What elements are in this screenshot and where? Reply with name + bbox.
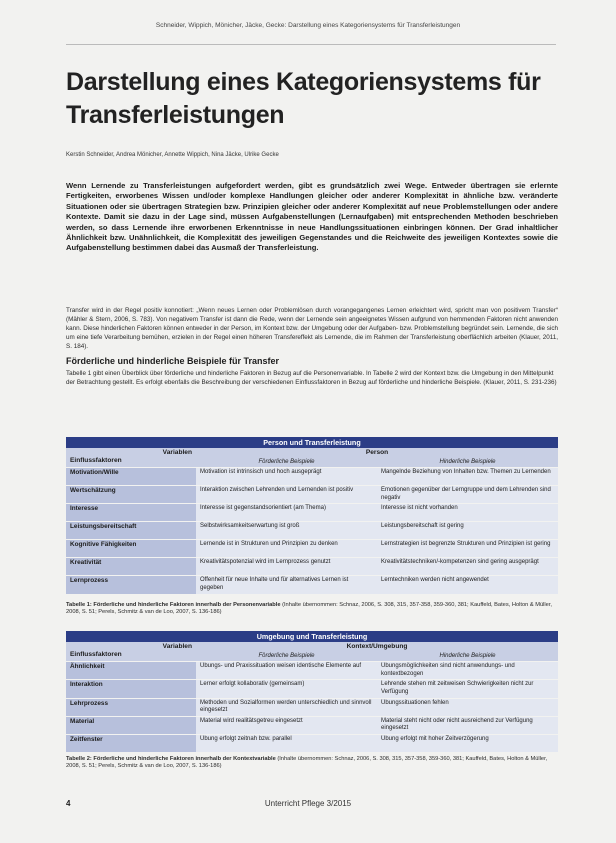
running-head: Schneider, Wippich, Mönicher, Jäcke, Gecke: Darstellung eines Kategoriensystems für Transferleistungen xyxy=(155,22,461,29)
journal-footer: Unterricht Pflege 3/2015 xyxy=(264,799,352,808)
body-paragraph-2: Tabelle 1 gibt einen Überblick über förderliche und hinderliche Faktoren in Bezug auf die Personenvariable. In Tabelle 2 wird der Kontext bzw. die Umgebung in den Mittelpunkt der Betrachtung gestellt. Es erfolgt ebenfalls die Beschreibung der verschiedenen Einflussfaktoren in Bezug auf förderliche und hinderliche Beispiele. (Klauer, 2011, S. 231-236) xyxy=(66,370,557,387)
table-1-caption-text: (Inhalte übernommen: Schnaz, 2006, S. 308, 315, 357-358, 359-360, 381; Kauffeld, Bates, Holton & Müller, 2008, S. 51; Perels, Schmitz & van de Loo, 2007, S. 136-186) xyxy=(66,602,552,616)
table-row xyxy=(66,468,558,485)
table-row-negative: Mangelnde Beziehung von Inhalten bzw. Themen zu Lernenden xyxy=(377,468,558,485)
table-row xyxy=(66,522,558,539)
table-row-negative: Übungssituationen fehlen xyxy=(377,699,558,716)
table-row-positive: Lerner erfolgt kollaborativ (gemeinsam) xyxy=(196,680,377,697)
table-row-factor: Zeitfenster xyxy=(66,735,196,752)
table-1-corner xyxy=(66,448,196,467)
table-row-positive: Übungs- und Praxissituation weisen identische Elemente auf xyxy=(196,662,377,679)
table-1-factors-label: Einflussfaktoren xyxy=(70,456,122,464)
body-paragraph-1: Transfer wird in der Regel positiv konnotiert: „Wenn neues Lernen oder Problemlösen durch vorangegangenes Lernen erleichtert wird, spricht man von positivem Transfer“ (Mähler & Stern, 2006, S. 783). Von negativem Transfer ist dann die Rede, wenn der Lernende sein angeeignetes Wissen aufgrund von hemmenden Faktoren nicht anwenden kann. Diese hinderlichen Faktoren können entweder in der Person, im Kontext bzw. der Umgebung oder der Aufgaben- bzw. Problemstellung begründet sein. Lernende, die sich um eine tiefe Verarbeitung bemühen, erzielen in der Regel einen höheren Transfereffekt als Lernende, die im Rahmen der Transferleistung oberflächlich arbeiten (Klauer, 2011, S. 184). xyxy=(66,307,558,351)
section-title: Förderliche und hinderliche Beispiele für Transfer xyxy=(66,356,280,366)
table-row xyxy=(66,680,558,697)
table-2-caption xyxy=(66,756,558,771)
table-row-positive: Methoden und Sozialformen werden unterschiedlich und sinnvoll eingesetzt xyxy=(196,699,377,716)
table-row-negative: Lerntechniken werden nicht angewendet xyxy=(377,576,558,593)
lead-paragraph: Wenn Lernende zu Transferleistungen aufgefordert werden, gibt es grundsätzlich zwei Wege. Entweder übertragen sie erlernte Fertigkeiten, erworbenes Wissen und/oder komplexe Handlungen gleicher oder anderer Komplexität in ähnliche bzw. veränderte Situationen oder sie übertragen Strategien bzw. Prinzipien gleicher oder anderer Komplexität auf neue Problemstellungen oder andere Kontexte. Damit sie dazu in der Lage sind, müssen Aufgabenstellungen (Lernaufgaben) mit entsprechenden Methoden beschrieben werden, so dass Lernende ihre erworbenen Erkenntnisse in neue Handlungssituationen einbringen können. Der Grad inhaltlicher Ähnlichkeit bzw. Unähnlichkeit, die Komplexität des jeweiligen Gegenstandes und die Reichweite des jeweiligen Kontextes sowie die Aufgabenstellung bestimmen dabei das Ausmaß der Transferleistung. xyxy=(66,181,558,253)
table-row-factor: Interaktion xyxy=(66,680,196,697)
table-row-negative: Leistungsbereitschaft ist gering xyxy=(377,522,558,539)
table-row-factor: Material xyxy=(66,717,196,734)
table-2-band: Umgebung und Transferleistung xyxy=(66,631,558,642)
table-1-band: Person und Transferleistung xyxy=(66,437,558,448)
table-2-factors-label: Einflussfaktoren xyxy=(70,650,122,658)
table-row-positive: Offenheit für neue Inhalte und für alternatives Lernen ist gegeben xyxy=(196,576,377,593)
page-number: 4 xyxy=(66,799,71,808)
table-row-negative: Kreativitätstechniken/-kompetenzen sind gering ausgeprägt xyxy=(377,558,558,575)
table-1-variables-label: Variablen xyxy=(162,449,192,456)
table-row-factor: Lehrprozess xyxy=(66,699,196,716)
table-row-positive: Kreativitätspotenzial wird im Lernprozess genutzt xyxy=(196,558,377,575)
table-row-negative: Emotionen gegenüber der Lerngruppe und dem Lehrenden sind negativ xyxy=(377,486,558,503)
table-row-factor: Motivation/Wille xyxy=(66,468,196,485)
table-2-group-header: Kontext/Umgebung xyxy=(196,642,558,652)
table-2-col-negative: Hinderliche Beispiele xyxy=(377,652,558,662)
table-1 xyxy=(66,437,558,594)
table-2-corner xyxy=(66,642,196,661)
table-1-col-positive: Förderliche Beispiele xyxy=(196,458,377,468)
table-row-negative: Lehrende stehen mit zeitweisen Schwierigkeiten nicht zur Verfügung xyxy=(377,680,558,697)
table-1-caption xyxy=(66,602,558,617)
table-row-negative: Lernstrategien ist begrenzte Strukturen und Prinzipien ist gering xyxy=(377,540,558,557)
table-row-factor: Leistungsbereitschaft xyxy=(66,522,196,539)
table-row xyxy=(66,576,558,593)
table-2-variables-label: Variablen xyxy=(162,643,192,650)
table-row xyxy=(66,486,558,503)
table-row-negative: Interesse ist nicht vorhanden xyxy=(377,504,558,521)
table-row-factor: Kognitive Fähigkeiten xyxy=(66,540,196,557)
table-row-factor: Interesse xyxy=(66,504,196,521)
table-row xyxy=(66,699,558,716)
table-row-factor: Ähnlichkeit xyxy=(66,662,196,679)
table-row-negative: Übung erfolgt mit hoher Zeitverzögerung xyxy=(377,735,558,752)
table-row-positive: Lernende ist in Strukturen und Prinzipien zu denken xyxy=(196,540,377,557)
table-row-factor: Kreativität xyxy=(66,558,196,575)
authors: Kerstin Schneider, Andrea Mönicher, Annette Wippich, Nina Jäcke, Ulrike Gecke xyxy=(66,152,279,158)
table-row-factor: Wertschätzung xyxy=(66,486,196,503)
table-1-col-negative: Hinderliche Beispiele xyxy=(377,458,558,468)
table-row xyxy=(66,662,558,679)
table-2 xyxy=(66,631,558,752)
table-row xyxy=(66,735,558,752)
table-2-col-positive: Förderliche Beispiele xyxy=(196,652,377,662)
table-1-caption-bold: Tabelle 1: Förderliche und hinderliche Faktoren innerhalb der Personenvariable xyxy=(66,602,281,608)
table-row-negative: Übungsmöglichkeiten sind nicht anwendungs- und kontextbezogen xyxy=(377,662,558,679)
table-row-positive: Interaktion zwischen Lehrenden und Lernenden ist positiv xyxy=(196,486,377,503)
table-row xyxy=(66,717,558,734)
table-row-positive: Motivation ist intrinsisch und hoch ausgeprägt xyxy=(196,468,377,485)
table-row-positive: Material wird realitätsgetreu eingesetzt xyxy=(196,717,377,734)
table-2-caption-bold: Tabelle 2: Förderliche und hinderliche Faktoren innerhalb der Kontextvariable xyxy=(66,756,276,762)
table-1-group-header: Person xyxy=(196,448,558,458)
table-row-positive: Übung erfolgt zeitnah bzw. parallel xyxy=(196,735,377,752)
article-title: Darstellung eines Kategoriensystems für Transferleistungen xyxy=(66,68,541,129)
table-row-negative: Material steht nicht oder nicht ausreichend zur Verfügung eingesetzt xyxy=(377,717,558,734)
table-row xyxy=(66,540,558,557)
table-row xyxy=(66,558,558,575)
table-row xyxy=(66,504,558,521)
table-row-positive: Interesse ist gegenstandsorientiert (am Thema) xyxy=(196,504,377,521)
header-rule xyxy=(66,44,556,45)
table-2-caption-text: (Inhalte übernommen: Schnaz, 2006, S. 308, 315, 357-358, 359-360, 381; Kauffeld, Bates, Holton & Müller, 2008, S. 51; Perels, Schmitz & van de Loo, 2007, S. 136-186) xyxy=(66,756,548,770)
table-row-factor: Lernprozess xyxy=(66,576,196,593)
table-row-positive: Selbstwirksamkeitserwartung ist groß xyxy=(196,522,377,539)
